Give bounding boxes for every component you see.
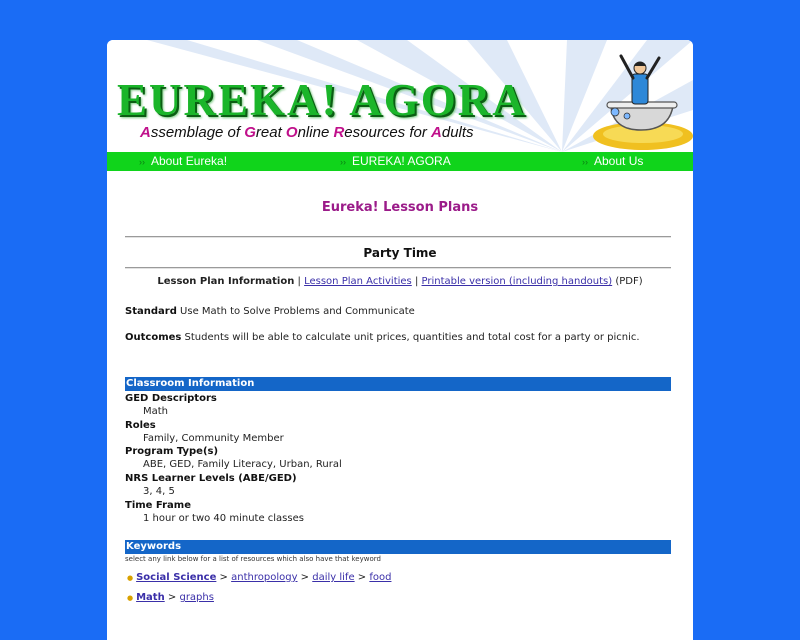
program-types-label: Program Type(s) <box>125 446 219 457</box>
standard-label: Standard <box>125 306 177 317</box>
link-lesson-plan-activities[interactable]: Lesson Plan Activities <box>304 276 412 287</box>
keywords-header: Keywords <box>125 540 671 554</box>
separator: | <box>411 276 422 287</box>
divider <box>125 236 671 238</box>
subtitle-text: reat <box>255 124 286 141</box>
outcomes-label: Outcomes <box>125 332 182 343</box>
subtitle-text: esources for <box>344 124 432 141</box>
site-banner <box>107 40 693 152</box>
roles-value: Family, Community Member <box>143 433 284 444</box>
double-arrow-icon: ›› <box>139 157 145 167</box>
standard-row <box>125 306 673 317</box>
classroom-information-header: Classroom Information <box>125 377 671 391</box>
subtitle-initial: G <box>244 124 256 141</box>
keyword-path-math <box>127 592 214 603</box>
nav-label: EUREKA! AGORA <box>352 154 451 168</box>
double-arrow-icon: ›› <box>340 157 346 167</box>
breadcrumb-separator: > <box>216 572 232 583</box>
outcomes-value: Students will be able to calculate unit prices, quantities and total cost for a party or picnic. <box>181 332 640 343</box>
subtitle-text: ssemblage of <box>150 124 245 141</box>
ged-descriptors-value: Math <box>143 406 169 417</box>
pdf-label: (PDF) <box>612 276 643 287</box>
bathtub-eureka-man-icon <box>587 50 693 152</box>
link-printable-version[interactable]: Printable version (including handouts) <box>421 276 613 287</box>
breadcrumb-separator: > <box>164 592 180 603</box>
nrs-learner-levels-value: 3, 4, 5 <box>143 486 175 497</box>
keyword-link-math[interactable]: Math <box>136 592 165 603</box>
subtitle-text: nline <box>297 124 334 141</box>
breadcrumb-separator: > <box>354 572 370 583</box>
nav-eureka-agora[interactable] <box>340 152 451 171</box>
top-nav-bar <box>107 152 693 171</box>
nrs-learner-levels-label: NRS Learner Levels (ABE/GED) <box>125 473 297 484</box>
keyword-link-social-science[interactable]: Social Science <box>136 572 217 583</box>
double-arrow-icon: ›› <box>582 157 588 167</box>
standard-value: Use Math to Solve Problems and Communicate <box>176 306 415 317</box>
subtitle-initial: A <box>431 124 442 141</box>
keyword-link-anthropology[interactable]: anthropology <box>231 572 298 583</box>
roles-label: Roles <box>125 420 156 431</box>
keyword-link-daily-life[interactable]: daily life <box>312 572 355 583</box>
lesson-title: Party Time <box>363 246 437 260</box>
time-frame-value: 1 hour or two 40 minute classes <box>143 513 304 524</box>
breadcrumb-separator: > <box>297 572 313 583</box>
bullet-icon: ● <box>127 574 134 582</box>
tab-lesson-plan-information: Lesson Plan Information <box>157 276 295 287</box>
lesson-plan-tabs <box>107 276 693 287</box>
nav-label: About Eureka! <box>151 154 228 168</box>
separator: | <box>294 276 305 287</box>
subtitle-initial: O <box>285 124 298 141</box>
page-container <box>107 40 693 640</box>
keyword-path-social-science <box>127 572 391 583</box>
ged-descriptors-label: GED Descriptors <box>125 393 217 404</box>
lesson-plans-heading: Eureka! Lesson Plans <box>321 200 479 215</box>
nav-about-eureka[interactable] <box>139 152 227 171</box>
outcomes-row <box>125 332 673 343</box>
nav-label: About Us <box>594 154 644 168</box>
site-logo-subtitle <box>140 124 474 141</box>
subtitle-initial: R <box>333 124 345 141</box>
subtitle-text: dults <box>441 124 474 141</box>
time-frame-label: Time Frame <box>125 500 192 511</box>
keyword-link-food[interactable]: food <box>369 572 392 583</box>
keyword-link-graphs[interactable]: graphs <box>179 592 214 603</box>
program-types-value: ABE, GED, Family Literacy, Urban, Rural <box>143 459 342 470</box>
nav-about-us[interactable] <box>582 152 643 171</box>
divider <box>125 267 671 269</box>
site-logo-title[interactable]: EUREKA! AGORA <box>117 75 527 125</box>
bullet-icon: ● <box>127 594 134 602</box>
keywords-note: select any link below for a list of resources which also have that keyword <box>125 555 381 563</box>
subtitle-initial: A <box>140 124 151 141</box>
